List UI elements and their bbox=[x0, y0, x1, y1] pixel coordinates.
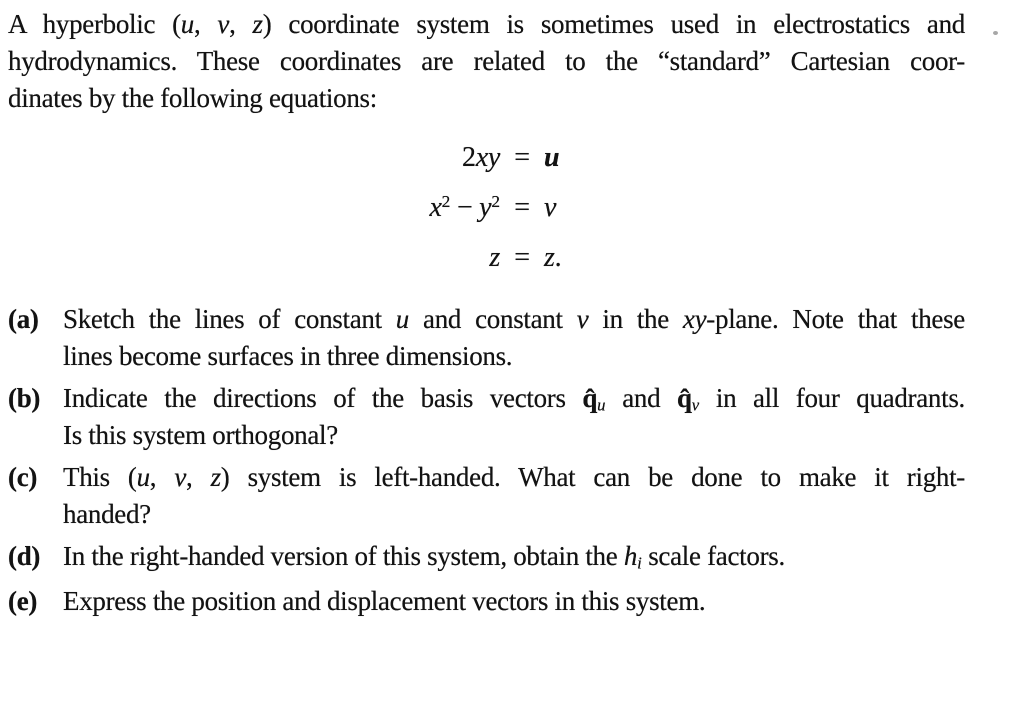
item-e-label: (e) bbox=[8, 586, 38, 616]
equation-row-1 bbox=[8, 139, 965, 177]
item-a-line-1: Sketch the lines of constant u and constant v in the xy-plane. Note that these bbox=[63, 304, 965, 334]
equation-2-lhs: $x^2 - y^2$ bbox=[429, 191, 500, 223]
equation-2-rhs: v bbox=[544, 192, 557, 223]
item-b-label: (b) bbox=[8, 383, 41, 413]
equation-row-2 bbox=[8, 189, 965, 227]
item-d-label: (d) bbox=[8, 541, 41, 571]
item-d-line-1: In the right-handed version of this system, obtain the $h_i$ scale factors. bbox=[63, 541, 785, 573]
item-b-line-2: Is this system orthogonal? bbox=[63, 420, 338, 450]
equation-1-lhs: 2xy bbox=[462, 142, 500, 173]
equals-sign: = bbox=[514, 242, 530, 273]
item-b-line-1: Indicate the directions of the basis vectors $q̂_u$ and $q̂_v$ in all four quadrants. bbox=[63, 383, 965, 415]
item-a-label: (a) bbox=[8, 304, 39, 334]
equation-3-rhs: z. bbox=[544, 242, 562, 273]
problem-statement bbox=[8, 6, 965, 625]
item-d bbox=[8, 538, 965, 575]
item-c bbox=[8, 459, 965, 533]
item-c-line-2: handed? bbox=[63, 499, 151, 529]
item-a-line-2: lines become surfaces in three dimensions. bbox=[63, 341, 513, 371]
equation-row-3 bbox=[8, 239, 965, 277]
intro-line-1: A hyperbolic (u, v, z) coordinate system is sometimes used in electrostatics and bbox=[8, 9, 965, 39]
equals-sign: = bbox=[514, 142, 530, 173]
item-e-line-1: Express the position and displacement vectors in this system. bbox=[63, 586, 706, 616]
equation-3-lhs: z bbox=[489, 242, 500, 273]
subquestion-list bbox=[8, 301, 965, 620]
equation-block bbox=[8, 139, 965, 277]
intro-line-2: hydrodynamics. These coordinates are related to the “standard” Cartesian coor- bbox=[8, 46, 965, 76]
item-a bbox=[8, 301, 965, 375]
item-c-label: (c) bbox=[8, 462, 38, 492]
item-b bbox=[8, 380, 965, 454]
item-c-line-1: This (u, v, z) system is left-handed. What can be done to make it right- bbox=[63, 462, 965, 492]
intro-paragraph bbox=[8, 6, 965, 117]
equation-1-rhs: u bbox=[544, 142, 560, 173]
intro-line-3: dinates by the following equations: bbox=[8, 83, 377, 113]
equals-sign: = bbox=[514, 192, 530, 223]
scan-artifact-speck bbox=[993, 31, 998, 35]
item-e bbox=[8, 583, 965, 620]
